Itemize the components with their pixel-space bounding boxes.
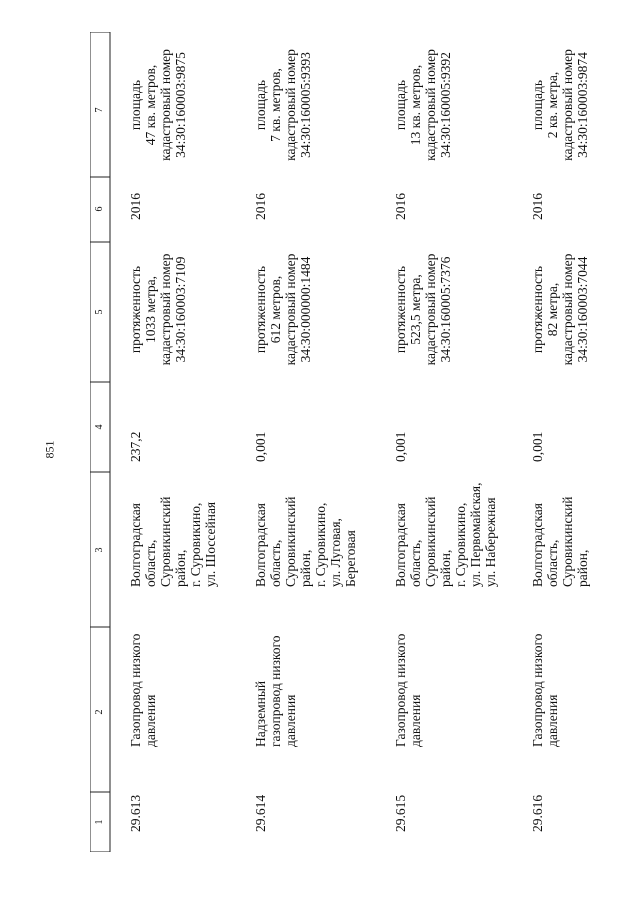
row-3-address: Волгоградская область, Суровикинский район, г. Суровикино, ул. Первомайская, ул. Набережная [393,482,498,587]
page-number: 851 [42,440,57,459]
row-1-id: 29.613 [128,794,143,832]
row-1-value: 237,2 [128,431,143,462]
row-1-area: площадь 47 кв. метров, кадастровый номер 34:30:160003:9875 [128,49,188,161]
row-2-area: площадь 7 кв. метров, кадастровый номер 34:30:160005:9393 [253,49,313,161]
row-3-value: 0,001 [393,431,408,462]
row-4-address: Волгоградская область, Суровикинский район, [530,496,590,587]
row-4-year: 2016 [530,193,545,220]
row-2-name: Надземный газопровод низкого давления [253,635,298,747]
row-3-id: 29.615 [393,794,408,832]
rotated-table [90,32,635,852]
row-3-name: Газопровод низкого давления [393,633,423,747]
row-3-length: протяженность 523,5 метра, кадастровый номер 34:30:160005:7376 [393,253,453,366]
row-1-name: Газопровод низкого давления [128,633,158,747]
row-1-year: 2016 [128,193,143,220]
row-2-id: 29.614 [253,794,268,832]
row-4-id: 29.616 [530,794,545,832]
row-2-year: 2016 [253,193,268,220]
row-4-area: площадь 2 кв. метра, кадастровый номер 34:30:160003:9874 [530,49,590,161]
row-4-name: Газопровод низкого давления [530,633,560,747]
column-number-1: 1 [94,819,105,825]
row-3-area: площадь 13 кв. метров, кадастровый номер 34:30:160005:9392 [393,49,453,161]
row-1-address: Волгоградская область, Суровикинский район, г. Суровикино, ул. Шоссейная [128,496,218,587]
column-number-7: 7 [94,107,105,113]
column-number-5: 5 [94,309,105,315]
row-2-length: протяженность 612 метров, кадастровый номер 34:30:000000:1484 [253,253,313,366]
column-number-3: 3 [94,547,105,553]
column-number-2: 2 [94,709,105,715]
row-4-value: 0,001 [530,431,545,462]
column-number-4: 4 [94,424,105,430]
row-2-value: 0,001 [253,431,268,462]
row-2-address: Волгоградская область, Суровикинский район, г. Суровикино, ул. Луговая, Береговая [253,496,358,587]
row-4-length: протяженность 82 метра, кадастровый номер 34:30:160003:7044 [530,253,590,366]
row-3-year: 2016 [393,193,408,220]
column-number-6: 6 [94,206,105,212]
row-1-length: протяженность 1033 метра, кадастровый номер 34:30:160003:7109 [128,253,188,366]
